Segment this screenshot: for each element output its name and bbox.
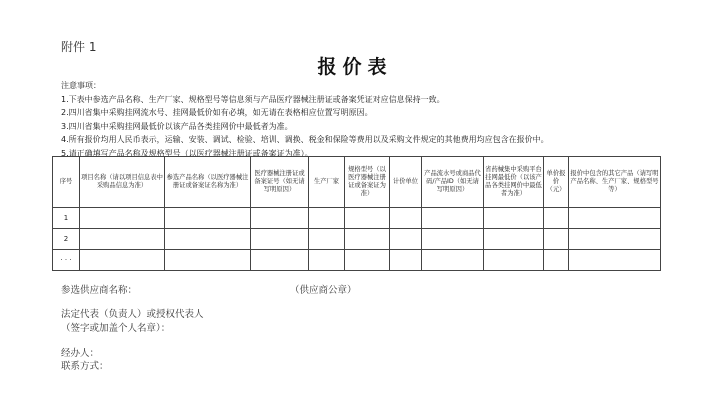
note-item-1: 1.下表中参选产品名称、生产厂家、规格型号等信息须与产品医疗器械注册证或备案凭证对应信息保持一致。	[61, 94, 445, 104]
table-row	[53, 250, 661, 271]
input-cell[interactable]	[345, 250, 390, 271]
attachment-label: 附件 1	[61, 40, 97, 54]
input-cell[interactable]	[569, 229, 661, 250]
table-row	[53, 229, 661, 250]
input-cell[interactable]	[251, 250, 309, 271]
input-cell[interactable]	[165, 229, 251, 250]
note-item-4: 4.所有报价均用人民币表示，运输、安装、调试、检验、培训、调换、税金和保险等费用以及采购文件规定的其他费用均应包含在报价中。	[61, 135, 549, 145]
input-cell[interactable]	[345, 229, 390, 250]
input-cell[interactable]	[569, 208, 661, 229]
input-cell[interactable]	[422, 208, 484, 229]
cell-index: · · ·	[53, 250, 80, 271]
input-cell[interactable]	[345, 208, 390, 229]
input-cell[interactable]	[484, 250, 544, 271]
input-cell[interactable]	[544, 208, 569, 229]
input-cell[interactable]	[390, 208, 422, 229]
header-lowest-price: 省药械集中采购平台挂网最低价（以该产品各类挂网价中最低者为准）	[484, 157, 544, 208]
note-item-2: 2.四川省集中采购挂网流水号、挂网最低价如有必填，如无请在表格相应位置写明原因。	[61, 108, 373, 118]
notes-heading: 注意事项：	[61, 81, 101, 90]
header-unit: 计价单位	[390, 157, 422, 208]
supplier-name-label: 参选供应商名称：	[61, 285, 138, 296]
input-cell[interactable]	[80, 229, 165, 250]
input-cell[interactable]	[484, 208, 544, 229]
input-cell[interactable]	[309, 208, 345, 229]
input-cell[interactable]	[484, 229, 544, 250]
quote-table	[52, 156, 661, 271]
signature-note: （签字或加盖个人名章）：	[61, 323, 171, 334]
notes-section	[61, 79, 549, 161]
input-cell[interactable]	[390, 250, 422, 271]
page-title: 报价表	[317, 56, 393, 78]
input-cell[interactable]	[309, 250, 345, 271]
input-cell[interactable]	[422, 250, 484, 271]
header-product-code: 产品流水号或商品代码/产品ID（如无请写明原因）	[422, 157, 484, 208]
cell-index: 2	[53, 229, 80, 250]
input-cell[interactable]	[569, 250, 661, 271]
header-product-name: 参选产品名称（以医疗器械注册证或备案证名称为准）	[165, 157, 251, 208]
input-cell[interactable]	[309, 229, 345, 250]
note-item-3: 3.四川省集中采购挂网最低价以该产品各类挂网价中最低者为准。	[61, 121, 293, 131]
header-manufacturer: 生产厂家	[309, 157, 345, 208]
contact-label: 联系方式：	[61, 361, 109, 372]
input-cell[interactable]	[165, 208, 251, 229]
input-cell[interactable]	[390, 229, 422, 250]
handler-label: 经办人：	[61, 348, 100, 359]
header-project-name: 项目名称（请以项目信息表中采购品信息为准）	[80, 157, 165, 208]
input-cell[interactable]	[544, 250, 569, 271]
header-index: 序号	[53, 157, 80, 208]
table-row	[53, 208, 661, 229]
input-cell[interactable]	[251, 208, 309, 229]
cell-index: 1	[53, 208, 80, 229]
input-cell[interactable]	[80, 250, 165, 271]
input-cell[interactable]	[544, 229, 569, 250]
legal-rep-label: 法定代表（负责人）或授权代表人	[61, 309, 204, 320]
stamp-label: （供应商公章）	[290, 285, 357, 296]
header-unit-price: 单价报价（元）	[544, 157, 569, 208]
header-registration-no: 医疗器械注册证或备案证号（如无请写明原因）	[251, 157, 309, 208]
input-cell[interactable]	[422, 229, 484, 250]
input-cell[interactable]	[251, 229, 309, 250]
input-cell[interactable]	[80, 208, 165, 229]
table-header-row	[53, 157, 661, 208]
note-item-5: 5.请正确填写产品名称及规格型号（以医疗器械注册证或备案证为准）。	[61, 148, 313, 158]
header-other-products: 报价中包含的其它产品（请写明产品名称、生产厂家、规格型号等）	[569, 157, 661, 208]
input-cell[interactable]	[165, 250, 251, 271]
header-spec-model: 规格型号（以医疗器械注册证或备案证为准）	[345, 157, 390, 208]
